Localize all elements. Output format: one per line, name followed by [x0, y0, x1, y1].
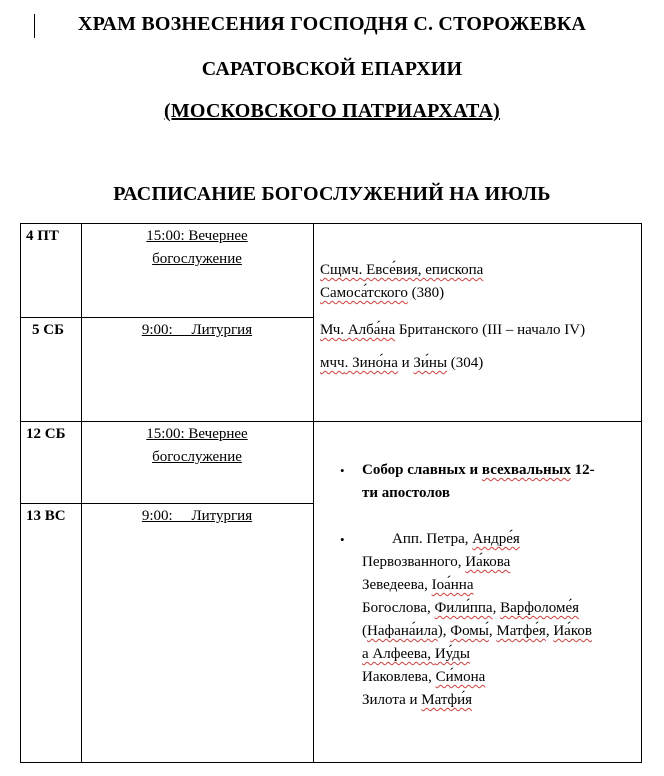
- row-sep-a: [20, 317, 314, 318]
- day-label: 13 ВС: [26, 508, 66, 524]
- apostles-line: Зеведеева, Ioа́нна: [362, 577, 474, 593]
- apostles-line: Первозванного, Иа́кова: [362, 554, 511, 570]
- saint-line: Сщмч. Евсе́вия, епископа: [320, 262, 484, 278]
- apostles-list: [340, 528, 642, 712]
- bullet-icon: •: [340, 532, 345, 547]
- day-label: 5 СБ: [32, 322, 64, 338]
- row-sep-c: [20, 503, 314, 504]
- apostles-line: Собор славных и всехвальных 12-: [362, 462, 595, 478]
- apostles-line: Зилота и Матфи́я: [362, 692, 473, 708]
- header-line-3: (МОСКОВСКОГО ПАТРИАРХАТА): [164, 100, 500, 122]
- apostles-line: а Алфеева, Иу́ды: [362, 646, 470, 662]
- service-line: 9:00: Литургия: [141, 508, 253, 524]
- schedule-title: РАСПИСАНИЕ БОГОСЛУЖЕНИЙ НА ИЮЛЬ: [113, 183, 551, 205]
- saint-line: Самоса́тского (380): [320, 285, 445, 301]
- table-border-bottom: [20, 762, 642, 763]
- service-line: 15:00: Вечернее: [146, 228, 248, 244]
- apostles-line: Иаковлева, Си́мона: [362, 669, 486, 685]
- saints-commemoration-3: мчч. Зино́на и Зи́ны (304): [320, 355, 484, 371]
- service-line: 9:00: Литургия: [141, 322, 253, 338]
- apostles-line: Апп. Петра, Андре́я: [362, 531, 520, 547]
- service-line: богослужение: [152, 449, 242, 465]
- day-label: 12 СБ: [26, 426, 66, 442]
- service-line: 15:00: Вечернее: [146, 426, 248, 442]
- saints-commemoration-2: Мч. Алба́на Британского (III – начало IV): [320, 322, 586, 338]
- apostles-synaxis: [340, 459, 638, 505]
- row-sep-b: [20, 421, 642, 422]
- saints-commemoration-1: [320, 259, 638, 305]
- col-sep-1: [81, 223, 82, 763]
- service-line: богослужение: [152, 251, 242, 267]
- header-line-1: ХРАМ ВОЗНЕСЕНИЯ ГОСПОДНЯ С. СТОРОЖЕВКА: [77, 13, 587, 35]
- apostles-line: (Нафана́ила), Фомы́, Матфе́я, Иа́ков: [362, 623, 592, 639]
- table-border-left: [20, 223, 21, 763]
- apostles-line: ти апостолов: [362, 485, 450, 501]
- day-label: 4 ПТ: [26, 228, 59, 244]
- apostles-line: Богослова, Фили́ппа, Варфоломе́я: [362, 600, 579, 616]
- bullet-icon: •: [340, 463, 345, 478]
- schedule-table: [20, 223, 642, 763]
- table-border-top: [20, 223, 642, 224]
- header-line-2: САРАТОВСКОЙ ЕПАРХИИ: [201, 58, 463, 80]
- col-sep-2: [313, 223, 314, 763]
